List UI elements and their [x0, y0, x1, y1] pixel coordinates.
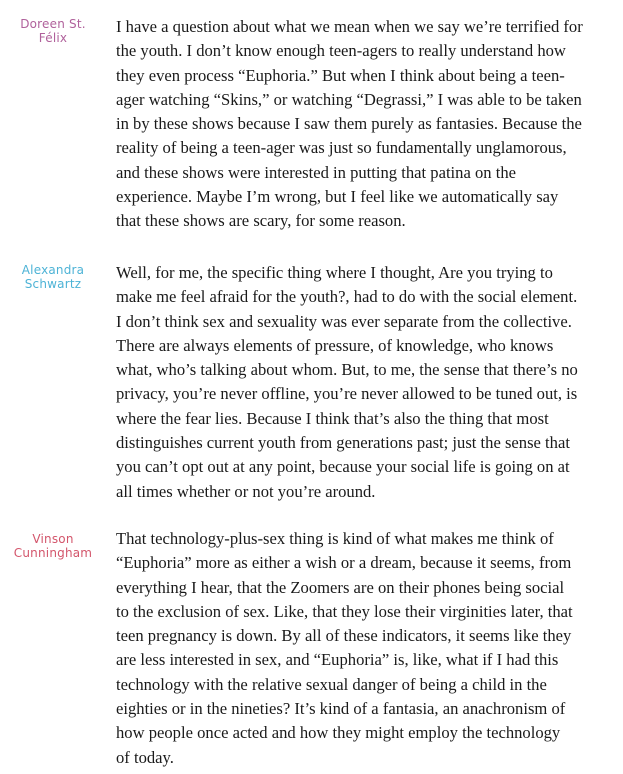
speech-line: distinguishes current youth from generations past; just the sense that	[116, 433, 570, 453]
speaker-name	[0, 17, 106, 45]
speaker-name-line: Félix	[38, 31, 68, 45]
speech-line: what, who’s talking about whom. But, to me, the sense that there’s no	[116, 360, 578, 380]
speech-line: all times whether or not you’re around.	[116, 481, 376, 501]
speech-line: to the exclusion of sex. Like, that they lose their virginities later, that	[116, 601, 573, 621]
speech-text	[116, 527, 588, 770]
speech-line: in by these shows because I saw them purely as fantasies. Because the	[116, 114, 582, 134]
speech-line: they even process “Euphoria.” But when I think about being a teen-	[116, 65, 565, 85]
speech-line: the youth. I don’t know enough teen-agers to really understand how	[116, 41, 566, 61]
speaker-name-line: Alexandra	[21, 263, 85, 277]
speech-line: and these shows were interested in putting that patina on the	[116, 162, 516, 182]
speech-line: how people once acted and how they might employ the technology	[116, 723, 561, 743]
speech-line: reality of being a teen-ager was just so fundamentally unglamorous,	[116, 138, 567, 158]
speech-line: everything I hear, that the Zoomers are on their phones being social	[116, 577, 565, 597]
speech-line: are less interested in sex, and “Euphoria” is, like, what if I had this	[116, 650, 559, 670]
speech-text	[116, 261, 588, 504]
speech-line: experience. Maybe I’m wrong, but I feel like we automatically say	[116, 187, 559, 207]
speech-line: ager watching “Skins,” or watching “Degrassi,” I was able to be taken	[116, 89, 582, 109]
speech-line: I have a question about what we mean when we say we’re terrified for	[116, 17, 583, 36]
speech-line: eighties or in the nineties? It’s kind of a fantasia, an anachronism of	[116, 699, 566, 719]
speaker-name-line: Doreen St.	[20, 17, 86, 31]
speech-line: teen pregnancy is down. By all of these indicators, it seems like they	[116, 626, 572, 646]
speaker-name-line: Vinson	[32, 532, 74, 546]
speech-line: technology with the relative sexual danger of being a child in the	[116, 674, 547, 694]
speech-line: There are always elements of pressure, of knowledge, who knows	[116, 335, 554, 355]
speaker-name-line: Schwartz	[24, 277, 82, 291]
speech-line: Well, for me, the specific thing where I thought, Are you trying to	[116, 263, 553, 282]
speaker-name	[0, 263, 106, 291]
speech-text	[116, 15, 588, 234]
speech-line: that these shows are scary, for some reason.	[116, 211, 406, 231]
speech-line: make me feel afraid for the youth?, had to do with the social element.	[116, 287, 578, 307]
speech-line: you can’t opt out at any point, because your social life is going on at	[116, 457, 570, 477]
speaker-name-line: Cunningham	[13, 546, 93, 560]
speech-line: of today.	[116, 747, 174, 767]
speech-line: That technology-plus-sex thing is kind of what makes me think of	[116, 529, 554, 548]
speech-line: “Euphoria” more as either a wish or a dream, because it seems, from	[116, 553, 572, 573]
speech-line: I don’t think sex and sexuality was ever separate from the collective.	[116, 311, 572, 331]
speech-line: where the fear lies. Because I think that’s also the thing that most	[116, 408, 549, 428]
speaker-name	[0, 532, 106, 560]
speech-line: privacy, you’re never offline, you’re never allowed to be tuned out, is	[116, 384, 578, 404]
